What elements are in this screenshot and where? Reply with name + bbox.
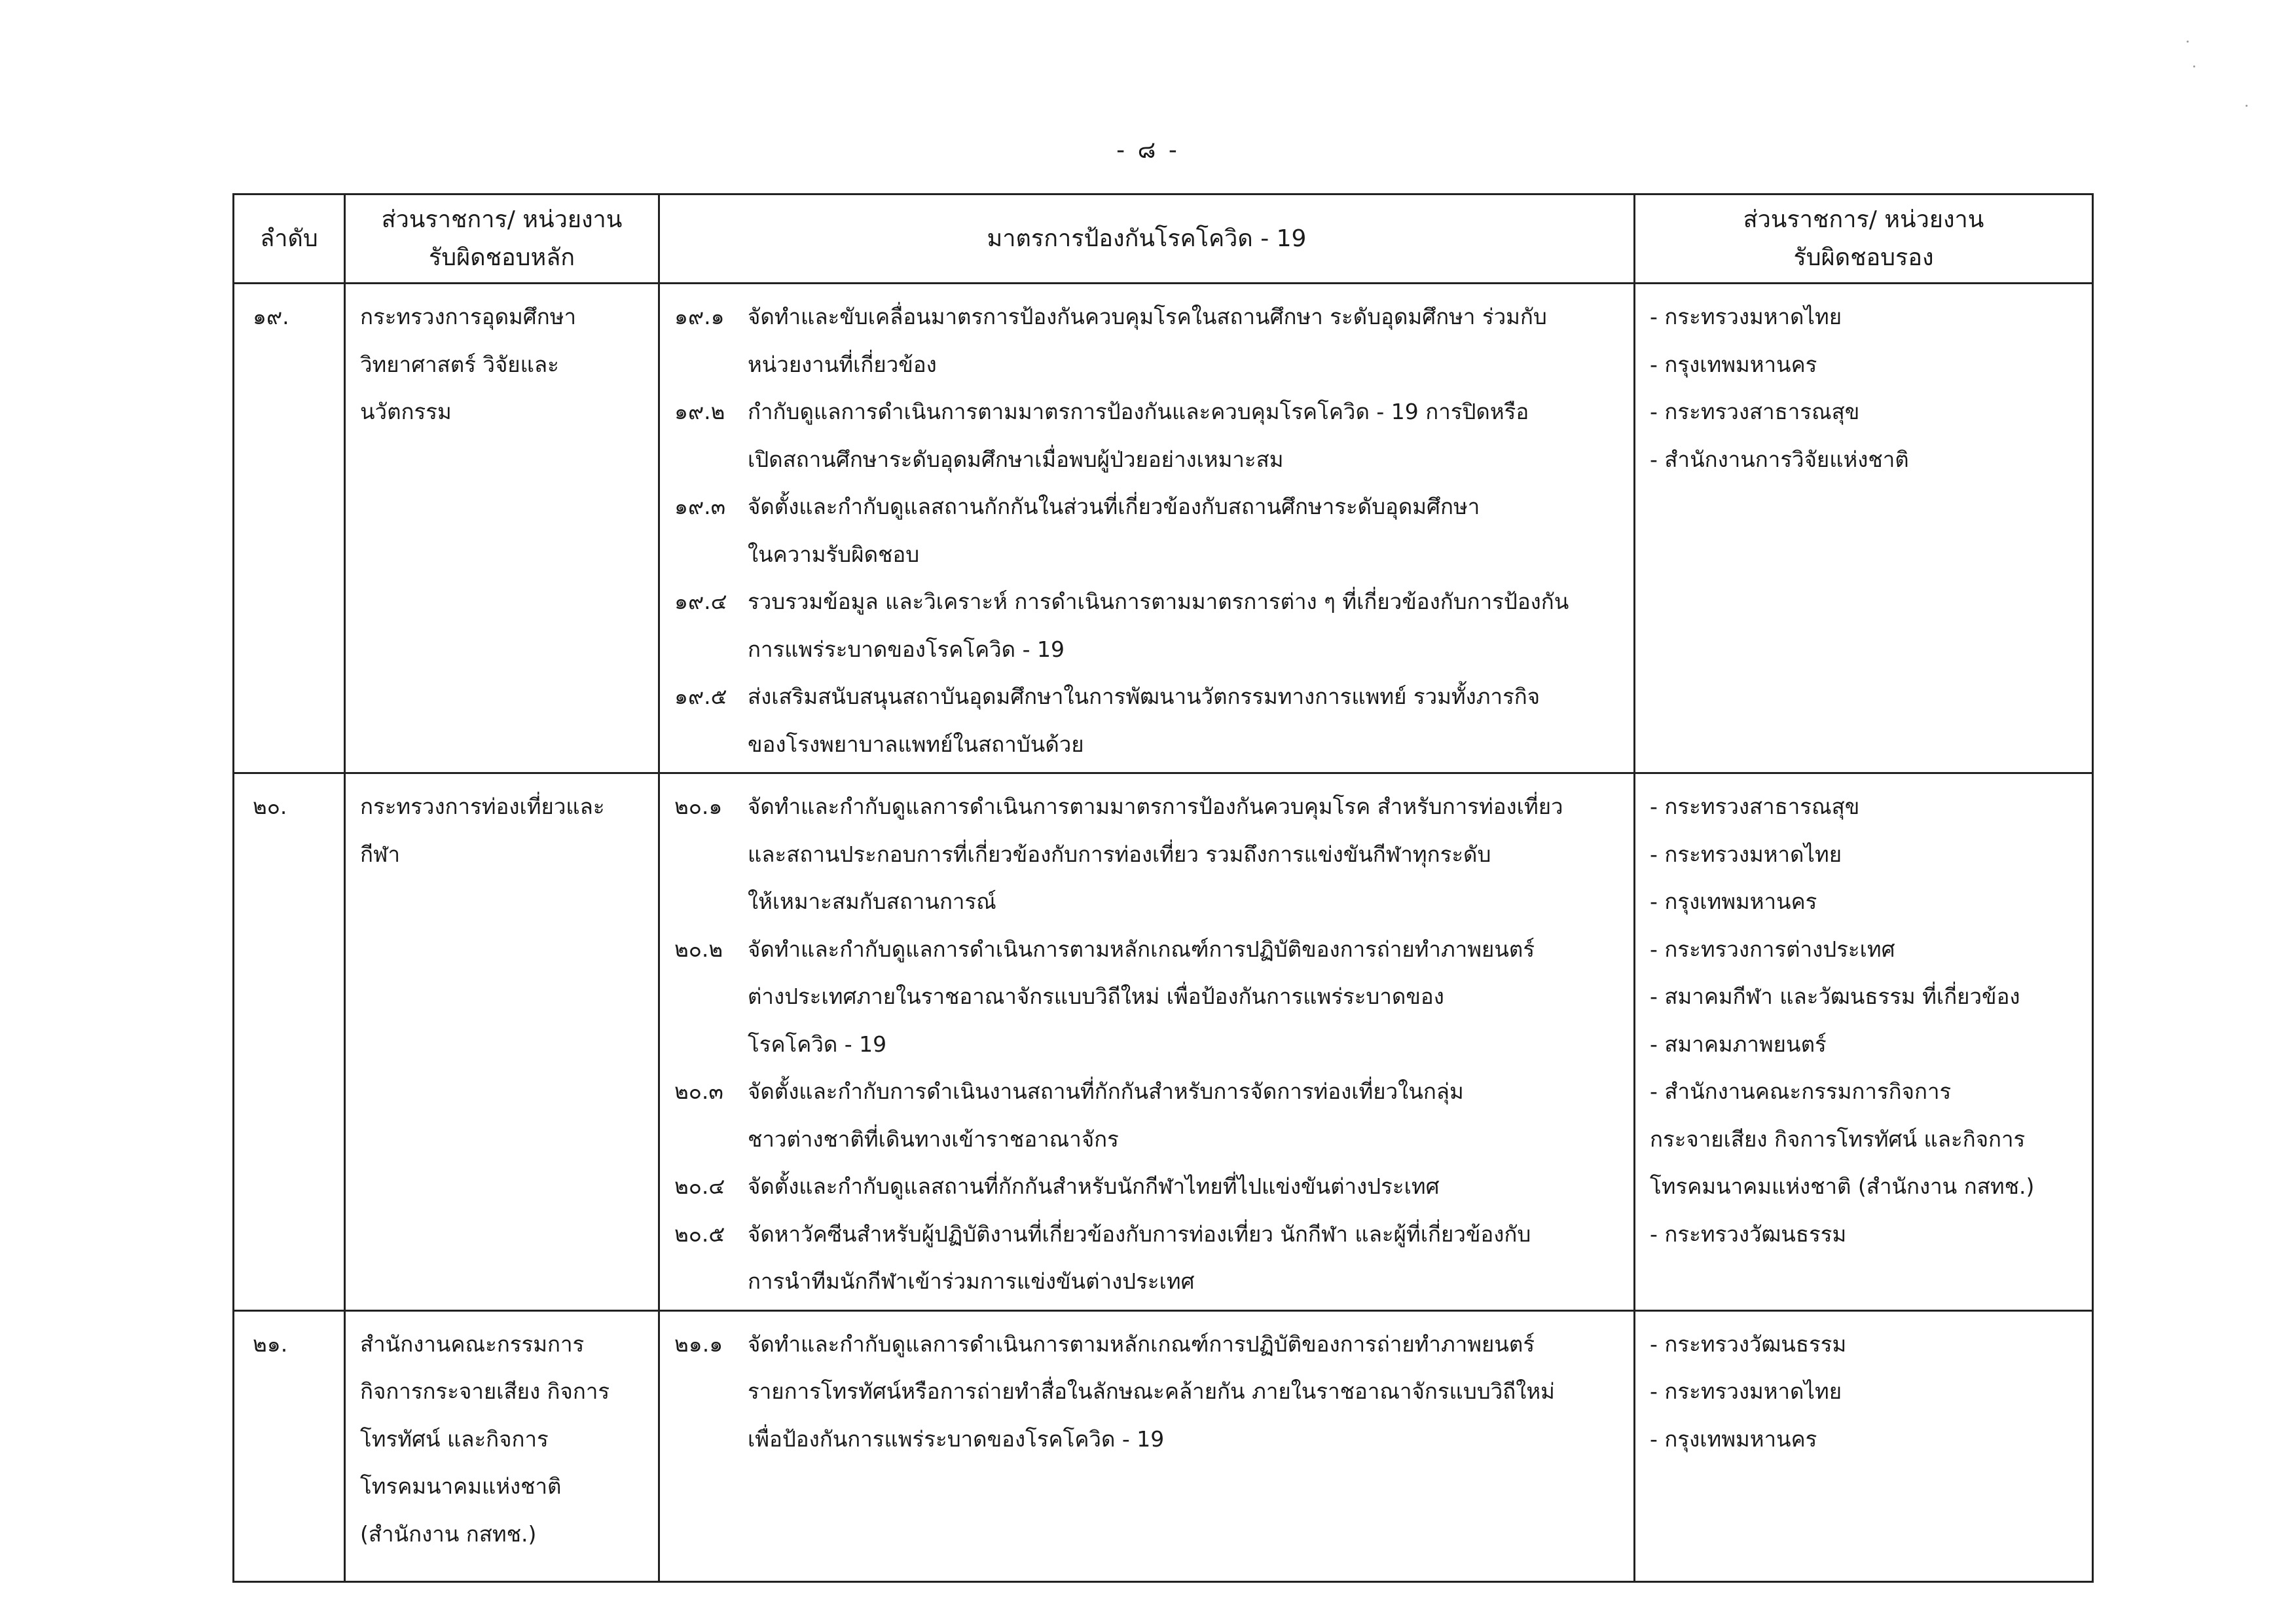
table-header-row bbox=[234, 194, 2093, 284]
measure-line: ชาวต่างชาติที่เดินทางเข้าราชอาณาจักร bbox=[748, 1126, 1119, 1152]
page-number: - ๘ - bbox=[1116, 137, 1180, 164]
main-agency-line: วิทยาศาสตร์ วิจัยและ bbox=[360, 351, 559, 377]
scan-speck bbox=[2187, 41, 2189, 43]
measure-number: ๒๐.๔ bbox=[674, 1173, 725, 1199]
main-agency-line: กระทรวงการท่องเที่ยวและ bbox=[360, 794, 605, 819]
measure-line: เพื่อป้องกันการแพร่ระบาดของโรคโควิด - 19 bbox=[748, 1426, 1165, 1452]
measure-text bbox=[748, 293, 1619, 388]
secondary-agency-line: โทรคมนาคมแห่งชาติ (สำนักงาน กสทช.) bbox=[1650, 1173, 2035, 1199]
measure-item bbox=[674, 1068, 1619, 1163]
measure-text bbox=[748, 483, 1619, 578]
measure-line: จัดตั้งและกำกับการดำเนินงานสถานที่กักกันสำหรับการจัดการท่องเที่ยวในกลุ่ม bbox=[748, 1079, 1464, 1104]
measure-number: ๒๐.๑ bbox=[674, 794, 723, 819]
measure-text bbox=[748, 1163, 1619, 1211]
measure-line: การแพร่ระบาดของโรคโควิด - 19 bbox=[748, 636, 1065, 662]
measure-text bbox=[748, 388, 1619, 483]
measure-number: ๒๐.๓ bbox=[674, 1079, 723, 1104]
measure-line: หน่วยงานที่เกี่ยวข้อง bbox=[748, 351, 937, 377]
header-order: ลำดับ bbox=[234, 194, 345, 284]
row-measures bbox=[659, 1310, 1635, 1581]
scan-speck bbox=[2246, 105, 2248, 107]
row-order: ๒๐. bbox=[234, 773, 345, 1311]
measure-item bbox=[674, 483, 1619, 578]
secondary-agency-line: - กระทรวงมหาดไทย bbox=[1650, 841, 1842, 867]
secondary-agency-line: - กระทรวงสาธารณสุข bbox=[1650, 399, 1860, 424]
secondary-agency-line: กระจายเสียง กิจการโทรทัศน์ และกิจการ bbox=[1650, 1126, 2026, 1152]
measure-line: จัดตั้งและกำกับดูแลสถานกักกันในส่วนที่เกี่ยวข้องกับสถานศึกษาระดับอุดมศึกษา bbox=[748, 494, 1480, 519]
measure-text bbox=[748, 1068, 1619, 1163]
header-secondary-agency-line2: รับผิดชอบรอง bbox=[1793, 244, 1934, 271]
measures-table bbox=[232, 193, 2094, 1583]
header-secondary-agency bbox=[1635, 194, 2093, 284]
main-agency-line: กิจการกระจายเสียง กิจการ bbox=[360, 1378, 610, 1404]
measure-line: กำกับดูแลการดำเนินการตามมาตรการป้องกันและควบคุมโรคโควิด - 19 การปิดหรือ bbox=[748, 399, 1529, 424]
row-secondary-agencies bbox=[1635, 773, 2093, 1311]
secondary-agency-line: - กระทรวงมหาดไทย bbox=[1650, 304, 1842, 329]
measure-number: ๒๑.๑ bbox=[674, 1331, 723, 1357]
measure-text bbox=[748, 673, 1619, 768]
row-secondary-agencies bbox=[1635, 284, 2093, 773]
secondary-agency-line: - กระทรวงมหาดไทย bbox=[1650, 1378, 1842, 1404]
table-row bbox=[234, 284, 2093, 773]
row-order: ๒๑. bbox=[234, 1310, 345, 1581]
measure-number: ๑๙.๑ bbox=[674, 304, 725, 329]
secondary-agency-line: - กระทรวงสาธารณสุข bbox=[1650, 794, 1860, 819]
measure-line: ต่างประเทศภายในราชอาณาจักรแบบวิถีใหม่ เพื่อป้องกันการแพร่ระบาดของ bbox=[748, 984, 1444, 1009]
measure-line: เปิดสถานศึกษาระดับอุดมศึกษาเมื่อพบผู้ป่วยอย่างเหมาะสม bbox=[748, 446, 1284, 472]
measure-line: ในความรับผิดชอบ bbox=[748, 541, 920, 567]
header-main-agency-line1: ส่วนราชการ/ หน่วยงาน bbox=[381, 206, 623, 233]
scan-speck bbox=[2193, 65, 2195, 67]
measure-line: ส่งเสริมสนับสนุนสถาบันอุดมศึกษาในการพัฒนานวัตกรรมทางการแพทย์ รวมทั้งภารกิจ bbox=[748, 684, 1540, 709]
measure-item bbox=[674, 388, 1619, 483]
measure-item bbox=[674, 578, 1619, 673]
measure-line: รวบรวมข้อมูล และวิเคราะห์ การดำเนินการตามมาตรการต่าง ๆ ที่เกี่ยวข้องกับการป้องกัน bbox=[748, 589, 1569, 614]
main-agency-line: กีฬา bbox=[360, 841, 401, 867]
secondary-agency-line: - สำนักงานคณะกรรมการกิจการ bbox=[1650, 1079, 1952, 1104]
main-agency-line: กระทรวงการอุดมศึกษา bbox=[360, 304, 576, 329]
measure-item bbox=[674, 926, 1619, 1069]
measure-number: ๒๐.๕ bbox=[674, 1221, 725, 1247]
row-order: ๑๙. bbox=[234, 284, 345, 773]
header-main-agency-line2: รับผิดชอบหลัก bbox=[428, 244, 575, 271]
measure-line: และสถานประกอบการที่เกี่ยวข้องกับการท่องเที่ยว รวมถึงการแข่งขันกีฬาทุกระดับ bbox=[748, 841, 1491, 867]
measure-number: ๑๙.๒ bbox=[674, 399, 725, 424]
row-measures bbox=[659, 773, 1635, 1311]
main-agency-line: สำนักงานคณะกรรมการ bbox=[360, 1331, 585, 1357]
measure-line: จัดทำและกำกับดูแลการดำเนินการตามมาตรการป้องกันควบคุมโรค สำหรับการท่องเที่ยว bbox=[748, 794, 1563, 819]
main-agency-line: นวัตกรรม bbox=[360, 399, 452, 424]
main-agency-line: โทรทัศน์ และกิจการ bbox=[360, 1426, 549, 1452]
measure-text bbox=[748, 783, 1619, 926]
measure-line: จัดทำและกำกับดูแลการดำเนินการตามหลักเกณฑ์การปฏิบัติของการถ่ายทำภาพยนตร์ bbox=[748, 936, 1535, 962]
measure-text bbox=[748, 1321, 1619, 1464]
main-agency-line: (สำนักงาน กสทช.) bbox=[360, 1521, 537, 1547]
measure-item bbox=[674, 1321, 1619, 1464]
secondary-agency-line: - กระทรวงวัฒนธรรม bbox=[1650, 1221, 1847, 1247]
header-main-agency bbox=[345, 194, 659, 284]
secondary-agency-line: - สมาคมกีฬา และวัฒนธรรม ที่เกี่ยวข้อง bbox=[1650, 984, 2020, 1009]
row-main-agency bbox=[345, 1310, 659, 1581]
measure-line: โรคโควิด - 19 bbox=[748, 1031, 887, 1057]
secondary-agency-line: - กระทรวงวัฒนธรรม bbox=[1650, 1331, 1847, 1357]
measure-item bbox=[674, 293, 1619, 388]
row-main-agency bbox=[345, 284, 659, 773]
secondary-agency-line: - กรุงเทพมหานคร bbox=[1650, 351, 1817, 377]
measure-number: ๑๙.๕ bbox=[674, 684, 727, 709]
secondary-agency-line: - สมาคมภาพยนตร์ bbox=[1650, 1031, 1827, 1057]
header-secondary-agency-line1: ส่วนราชการ/ หน่วยงาน bbox=[1743, 206, 1984, 233]
row-main-agency bbox=[345, 773, 659, 1311]
measure-item bbox=[674, 673, 1619, 768]
header-measures: มาตรการป้องกันโรคโควิด - 19 bbox=[659, 194, 1635, 284]
row-secondary-agencies bbox=[1635, 1310, 2093, 1581]
table-row bbox=[234, 773, 2093, 1311]
secondary-agency-line: - กรุงเทพมหานคร bbox=[1650, 1426, 1817, 1452]
measure-line: จัดหาวัคซีนสำหรับผู้ปฏิบัติงานที่เกี่ยวข้องกับการท่องเที่ยว นักกีฬา และผู้ที่เกี่ยวข้องกับ bbox=[748, 1221, 1531, 1247]
measure-line: จัดทำและกำกับดูแลการดำเนินการตามหลักเกณฑ์การปฏิบัติของการถ่ายทำภาพยนตร์ bbox=[748, 1331, 1535, 1357]
measure-line: จัดทำและขับเคลื่อนมาตรการป้องกันควบคุมโรคในสถานศึกษา ระดับอุดมศึกษา ร่วมกับ bbox=[748, 304, 1547, 329]
measure-item bbox=[674, 1211, 1619, 1306]
measure-line: ของโรงพยาบาลแพทย์ในสถาบันด้วย bbox=[748, 731, 1084, 757]
measure-text bbox=[748, 926, 1619, 1069]
table-row bbox=[234, 1310, 2093, 1581]
measure-number: ๑๙.๔ bbox=[674, 589, 727, 614]
measure-line: รายการโทรทัศน์หรือการถ่ายทำสื่อในลักษณะคล้ายกัน ภายในราชอาณาจักรแบบวิถีใหม่ bbox=[748, 1378, 1555, 1404]
measure-line: ให้เหมาะสมกับสถานการณ์ bbox=[748, 889, 996, 914]
measure-item bbox=[674, 783, 1619, 926]
measure-number: ๑๙.๓ bbox=[674, 494, 726, 519]
main-agency-line: โทรคมนาคมแห่งชาติ bbox=[360, 1473, 562, 1499]
secondary-agency-line: - กระทรวงการต่างประเทศ bbox=[1650, 936, 1895, 962]
measure-line: การนำทีมนักกีฬาเข้าร่วมการแข่งขันต่างประเทศ bbox=[748, 1268, 1195, 1294]
row-measures bbox=[659, 284, 1635, 773]
secondary-agency-line: - กรุงเทพมหานคร bbox=[1650, 889, 1817, 914]
measure-line: จัดตั้งและกำกับดูแลสถานที่กักกันสำหรับนักกีฬาไทยที่ไปแข่งขันต่างประเทศ bbox=[748, 1173, 1440, 1199]
measure-number: ๒๐.๒ bbox=[674, 936, 723, 962]
measure-text bbox=[748, 1211, 1619, 1306]
measure-item bbox=[674, 1163, 1619, 1211]
measure-text bbox=[748, 578, 1619, 673]
secondary-agency-line: - สำนักงานการวิจัยแห่งชาติ bbox=[1650, 446, 1909, 472]
